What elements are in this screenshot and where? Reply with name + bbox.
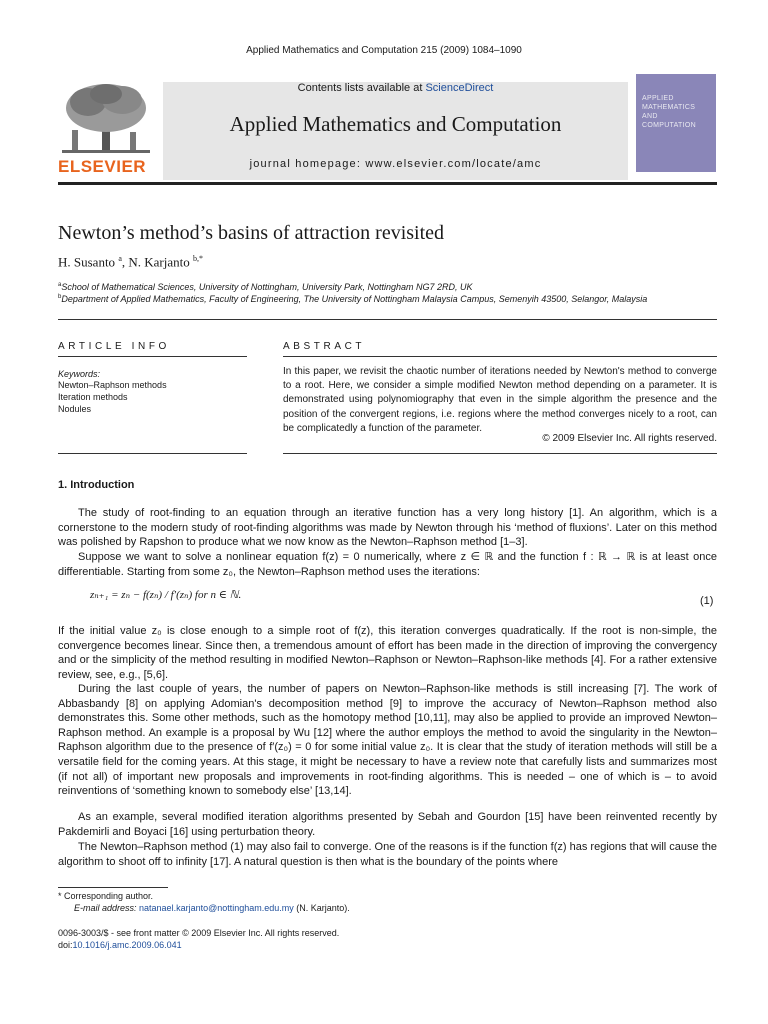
divider xyxy=(58,319,717,320)
abstract-text: In this paper, we revisit the chaotic number of iterations needed by Newton's method to converge to a root. Here, we consider a simple modified Newton method depending on a parameter. It is demonstrated using polynomiography that even in the simple algorithm the presence and the position of the convergent regions, i.e. regions where the method converges nicely to a root, can be complicatedly a function of the parameter. xyxy=(283,366,717,434)
cover-title: APPLIED MATHEMATICS AND COMPUTATION xyxy=(642,95,696,129)
equation: zₙ₊₁ = zₙ − f(zₙ) / f′(zₙ) for n ∈ ℕ. xyxy=(90,589,242,601)
divider xyxy=(58,356,247,357)
sciencedirect-link[interactable]: ScienceDirect xyxy=(425,82,494,94)
journal-citation: Applied Mathematics and Computation 215 (2009) 1084–1090 xyxy=(246,45,522,56)
article-info-heading: ARTICLE INFO xyxy=(58,341,170,352)
author-list: H. Susanto $^a$, N. Karjanto $^{b,*}$ xyxy=(58,254,203,270)
keyword-item: Newton–Raphson methods xyxy=(58,380,167,390)
author-affil-mark[interactable]: b,* xyxy=(193,254,203,263)
divider xyxy=(283,356,717,357)
doi-link[interactable]: 10.1016/j.amc.2009.06.041 xyxy=(72,940,182,950)
journal-name: Applied Mathematics and Computation xyxy=(229,112,562,136)
divider xyxy=(283,453,717,454)
contents-line xyxy=(163,82,628,94)
affiliation-b xyxy=(58,294,647,304)
publisher-wordmark: ELSEVIER xyxy=(58,157,147,176)
keyword-item: Nodules xyxy=(58,404,92,414)
email-link[interactable]: natanael.karjanto@nottingham.edu.my xyxy=(139,903,294,913)
elsevier-tree-logo xyxy=(58,80,154,156)
equation-number: (1) xyxy=(700,595,714,607)
abstract-heading: ABSTRACT xyxy=(283,341,366,352)
affiliation-a xyxy=(58,282,473,292)
affil-text: Department of Applied Mathematics, Faculty of Engineering, The University of Nottingham Malaysia Campus, Semenyih 43500, Selangor, Malaysia xyxy=(61,294,648,304)
affil-text: School of Mathematical Sciences, University of Nottingham, University Park, Nottingham NG7 2RD, UK xyxy=(61,282,473,292)
body-paragraph: The Newton–Raphson method (1) may also fail to converge. One of the reasons is if the function f(z) has regions that will cause the algorithm to shoot off to infinity [17]. A natural question is then what is the boundary of the points where xyxy=(58,841,717,868)
body-paragraph: Suppose we want to solve a nonlinear equation f(z) = 0 numerically, where z ∈ ℝ and the function f : ℝ → ℝ is at least once differentiable. Starting from some z₀, the Newton–Raphson method uses the iterations: xyxy=(58,551,717,578)
header-rule xyxy=(58,182,717,185)
corresponding-author-note: * Corresponding author. xyxy=(58,891,154,901)
journal-homepage[interactable]: journal homepage: www.elsevier.com/locate/amc xyxy=(249,158,542,170)
affil-mark: b xyxy=(58,294,62,300)
body-paragraph: As an example, several modified iteration algorithms presented by Sebah and Gourdon [15] have been reinvented recently by Pakdemirli and Boyaci [16] using perturbation theory. xyxy=(58,811,717,838)
keywords-label: Keywords: xyxy=(58,369,101,379)
author-name: H. Susanto xyxy=(58,254,116,270)
author-affil-mark[interactable]: a xyxy=(118,254,122,263)
issn-line: 0096-3003/$ - see front matter © 2009 Elsevier Inc. All rights reserved. xyxy=(58,928,340,938)
divider xyxy=(58,453,247,454)
footnote-rule xyxy=(58,887,168,888)
section-heading: 1. Introduction xyxy=(58,479,135,491)
author-name: N. Karjanto xyxy=(128,254,190,270)
email-suffix: (N. Karjanto). xyxy=(293,903,350,913)
article-title: Newton’s method’s basins of attraction revisited xyxy=(58,222,445,244)
doi-line xyxy=(58,940,182,950)
email-label: E-mail address: xyxy=(74,903,140,913)
email-footnote xyxy=(74,903,350,913)
body-paragraph: The study of root-finding to an equation through an iterative function has a very long history [1]. An algorithm, which is a cornerstone to the modern study of root-finding algorithms was made by Newton through his ‘method of fluxions’. Later on this method was polished by Rapshon to produce what we now know as the Newton–Raphson method [1–3]. xyxy=(58,507,717,549)
tree-icon xyxy=(58,80,154,156)
abstract-copyright: © 2009 Elsevier Inc. All rights reserved. xyxy=(542,433,717,444)
body-paragraph: During the last couple of years, the number of papers on Newton–Raphson-like methods is still increasing [7]. The work of Abbasbandy [8] on applying Adomian's decomposition method [9] to improve the accuracy of Newton–Raphson method also demonstrates this. Some other methods, such as the homotopy method [10,11], may also be applied to provide an improved Newton–Raphson method. An example is a proposal by Wu [12] where the author employs the method to avoid the singularity in the Newton–Raphson algorithm due to the presence of f′(z₀) = 0 for some initial value z₀. It is clear that the study of iteration methods will still be a versatile field for the coming years. At this stage, it might be necessary to have a review note that carefully lists and summarizes most (if not all) of important new proposals and improvements in root-finding algorithms. This is needed – one of which is – to avoid reinventions of ‘something known to somebody else’ [13,14]. xyxy=(58,683,717,798)
keyword-item: Iteration methods xyxy=(58,392,128,402)
affil-mark: a xyxy=(58,282,62,288)
body-paragraph: If the initial value z₀ is close enough to a simple root of f(z), this iteration converges quadratically. If the root is non-simple, the convergence becomes linear. Since then, a tremendous amount of effort has been made in the direction of improving the convergency and or the simplicity of the method resulting in modified Newton–Raphson or Newton–Raphson-like methods [4]. For a rather extensive review, see, e.g., [5,6]. xyxy=(58,625,717,681)
contents-prefix: Contents lists available at xyxy=(297,82,426,94)
doi-prefix: doi: xyxy=(58,940,73,950)
